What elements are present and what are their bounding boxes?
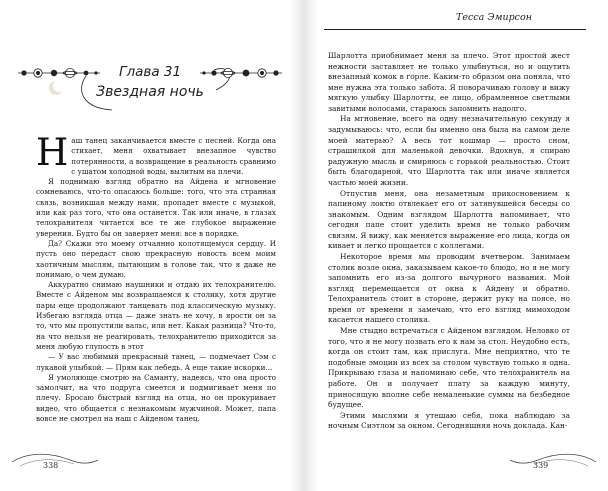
left-page-body: [36, 131, 276, 424]
page-number: 339: [533, 461, 549, 470]
paragraph: Наш танец заканчивается вместе с песней. Когда она стихает, меня охватывает внезапное чувство потерянности, а возвращение в реальность сравнимо с ушатом холодной воды, вылитым на плечи.: [36, 131, 276, 176]
chapter-title: Глава 31: [118, 64, 182, 80]
gutter-shadow: [290, 0, 304, 491]
chapter-heading: [16, 60, 284, 116]
paragraph: Отпустив меня, она незаметным прикосновением к папиному локтю отвлекает его от затянувшейся беседы со знакомым. Одним взглядом Шарлотта напоминает, что сегодня папе стоит уделить время не только рабочим связям. Я вижу, как меняется выражение его лица, когда он кивает и легко прощается с коллегами.: [328, 188, 570, 251]
paragraph: Я умоляюще смотрю на Саманту, надеясь, что она просто замолчит, на что подруга смеется и подмигивает меня по плечу. Бросаю быстрый взгляд на отца, но он прокуривает видео, что общается с незнакомым мужчиной. Может, папа вовсе не смотрел на наш с Айденом танец.: [36, 372, 276, 424]
paragraph: Аккуратно снимаю наушники и отдаю их телохранителю. Вместе с Айденом мы возвращаемся к столику, хотя другие пары еще продолжают танцевать под классическую музыку. Избегаю взгляда отца — даже знать не хочу, в ярости он за то, что мы пропустили вальс, или нет. Какая разница? Что-то, на что нельзя не реагировать, телохранителю приходится за меня любую глупость в этот: [36, 280, 276, 351]
paragraph: Этими мыслями я утешаю себя, пока наблюдаю за ночным Сиэтлом за окном. Сегодняшняя ночь доклада. Кан-: [328, 410, 570, 431]
page-number: 338: [43, 461, 59, 470]
right-page: [304, 0, 608, 491]
paragraph: На мгновение, всего на одну незначительную секунду я задумываюсь: что, если бы именно она была на самом деле моей матерью? А весь тот кошмар — просто сном, страшилкой для маленькой девочки. Вдохнув, я спираю радужную мысль и смиряюсь с горькой реальностью. Стоит быть благодарной, что Шарлотта так или иначе является частью моей жизни.: [328, 114, 570, 187]
paragraph: Мне стыдно встречаться с Айденом взглядом. Неловко от того, что я не могу позвать его к нам за стол. Неудобно есть, когда он стоит там, как прислуга. Мне неприятно, что те подобные эмоции из всех за столом чувствую только я одна. Прикрываю глаза и напоминаю себе, что телохранитель на работе. Он и получает плату за каждую минуту, приносящую вполне себе немаленькие суммы на безбедное будущее.: [328, 326, 570, 410]
page-flourish-icon: [508, 448, 598, 470]
chapter-subtitle: Звездная ночь: [96, 84, 204, 100]
drop-cap: Н: [36, 131, 69, 174]
running-header: Тесса Эмирсон: [456, 12, 532, 23]
right-page-body: [328, 51, 570, 432]
paragraph: Шарлотта приобнимает меня за плечо. Этот простой жест нежности заставляет не только улыбнуться, но и ощутить внезапный комок в горле. Каким-то образом она поняла, что мне нужна эта только забота. Я поворачиваю голову и вижу мягкую улыбку Шарлотты, ее лицо, обрамленное светлыми завитыми волосами, стараюсь запомнить надолго.: [328, 51, 570, 113]
paragraph: Да? Скажи это моему отчаянно колотящемуся сердцу. И пусть оно передаст свою прекрасную новость всем моим хаотичным мыслям, пытающим в голове так, что я даже не понимаю, о чем думаю.: [36, 238, 276, 279]
paragraph: Я поднимаю взгляд обратно на Айдена и мгновение сомневаюсь, что-то опасаюсь больше: того, что эта странная связь, возникшая между нами, пропадет вместе с музыкой, или как раз того, что она останется. Так или иначе, в глазах телохранителя читается все те же глубокое выражение уверения. Будто бы он заверяет меня: все в порядке.: [36, 177, 276, 238]
paragraph: Некоторое время мы проводим вчетвером. Занимаем столик возле окна, заказываем какое-то блюдо, но я не могу запомнить его из-за долгого вычурного названия. Мой взгляд перемещается от окна к Айдену и обратно. Телохранитель стоит в стороне, держит руку на поясе, но время от времени я замечаю, что его взгляд мимоходом касается нашего столика.: [328, 251, 570, 325]
paragraph: — У вас любимый прекрасный танец, — подмечает Сэм с лукавой улыбкой. — Прям как лебедь. А еще такие искорки...: [36, 352, 276, 372]
header-rule: [324, 29, 586, 30]
gutter-shadow: [304, 0, 318, 491]
